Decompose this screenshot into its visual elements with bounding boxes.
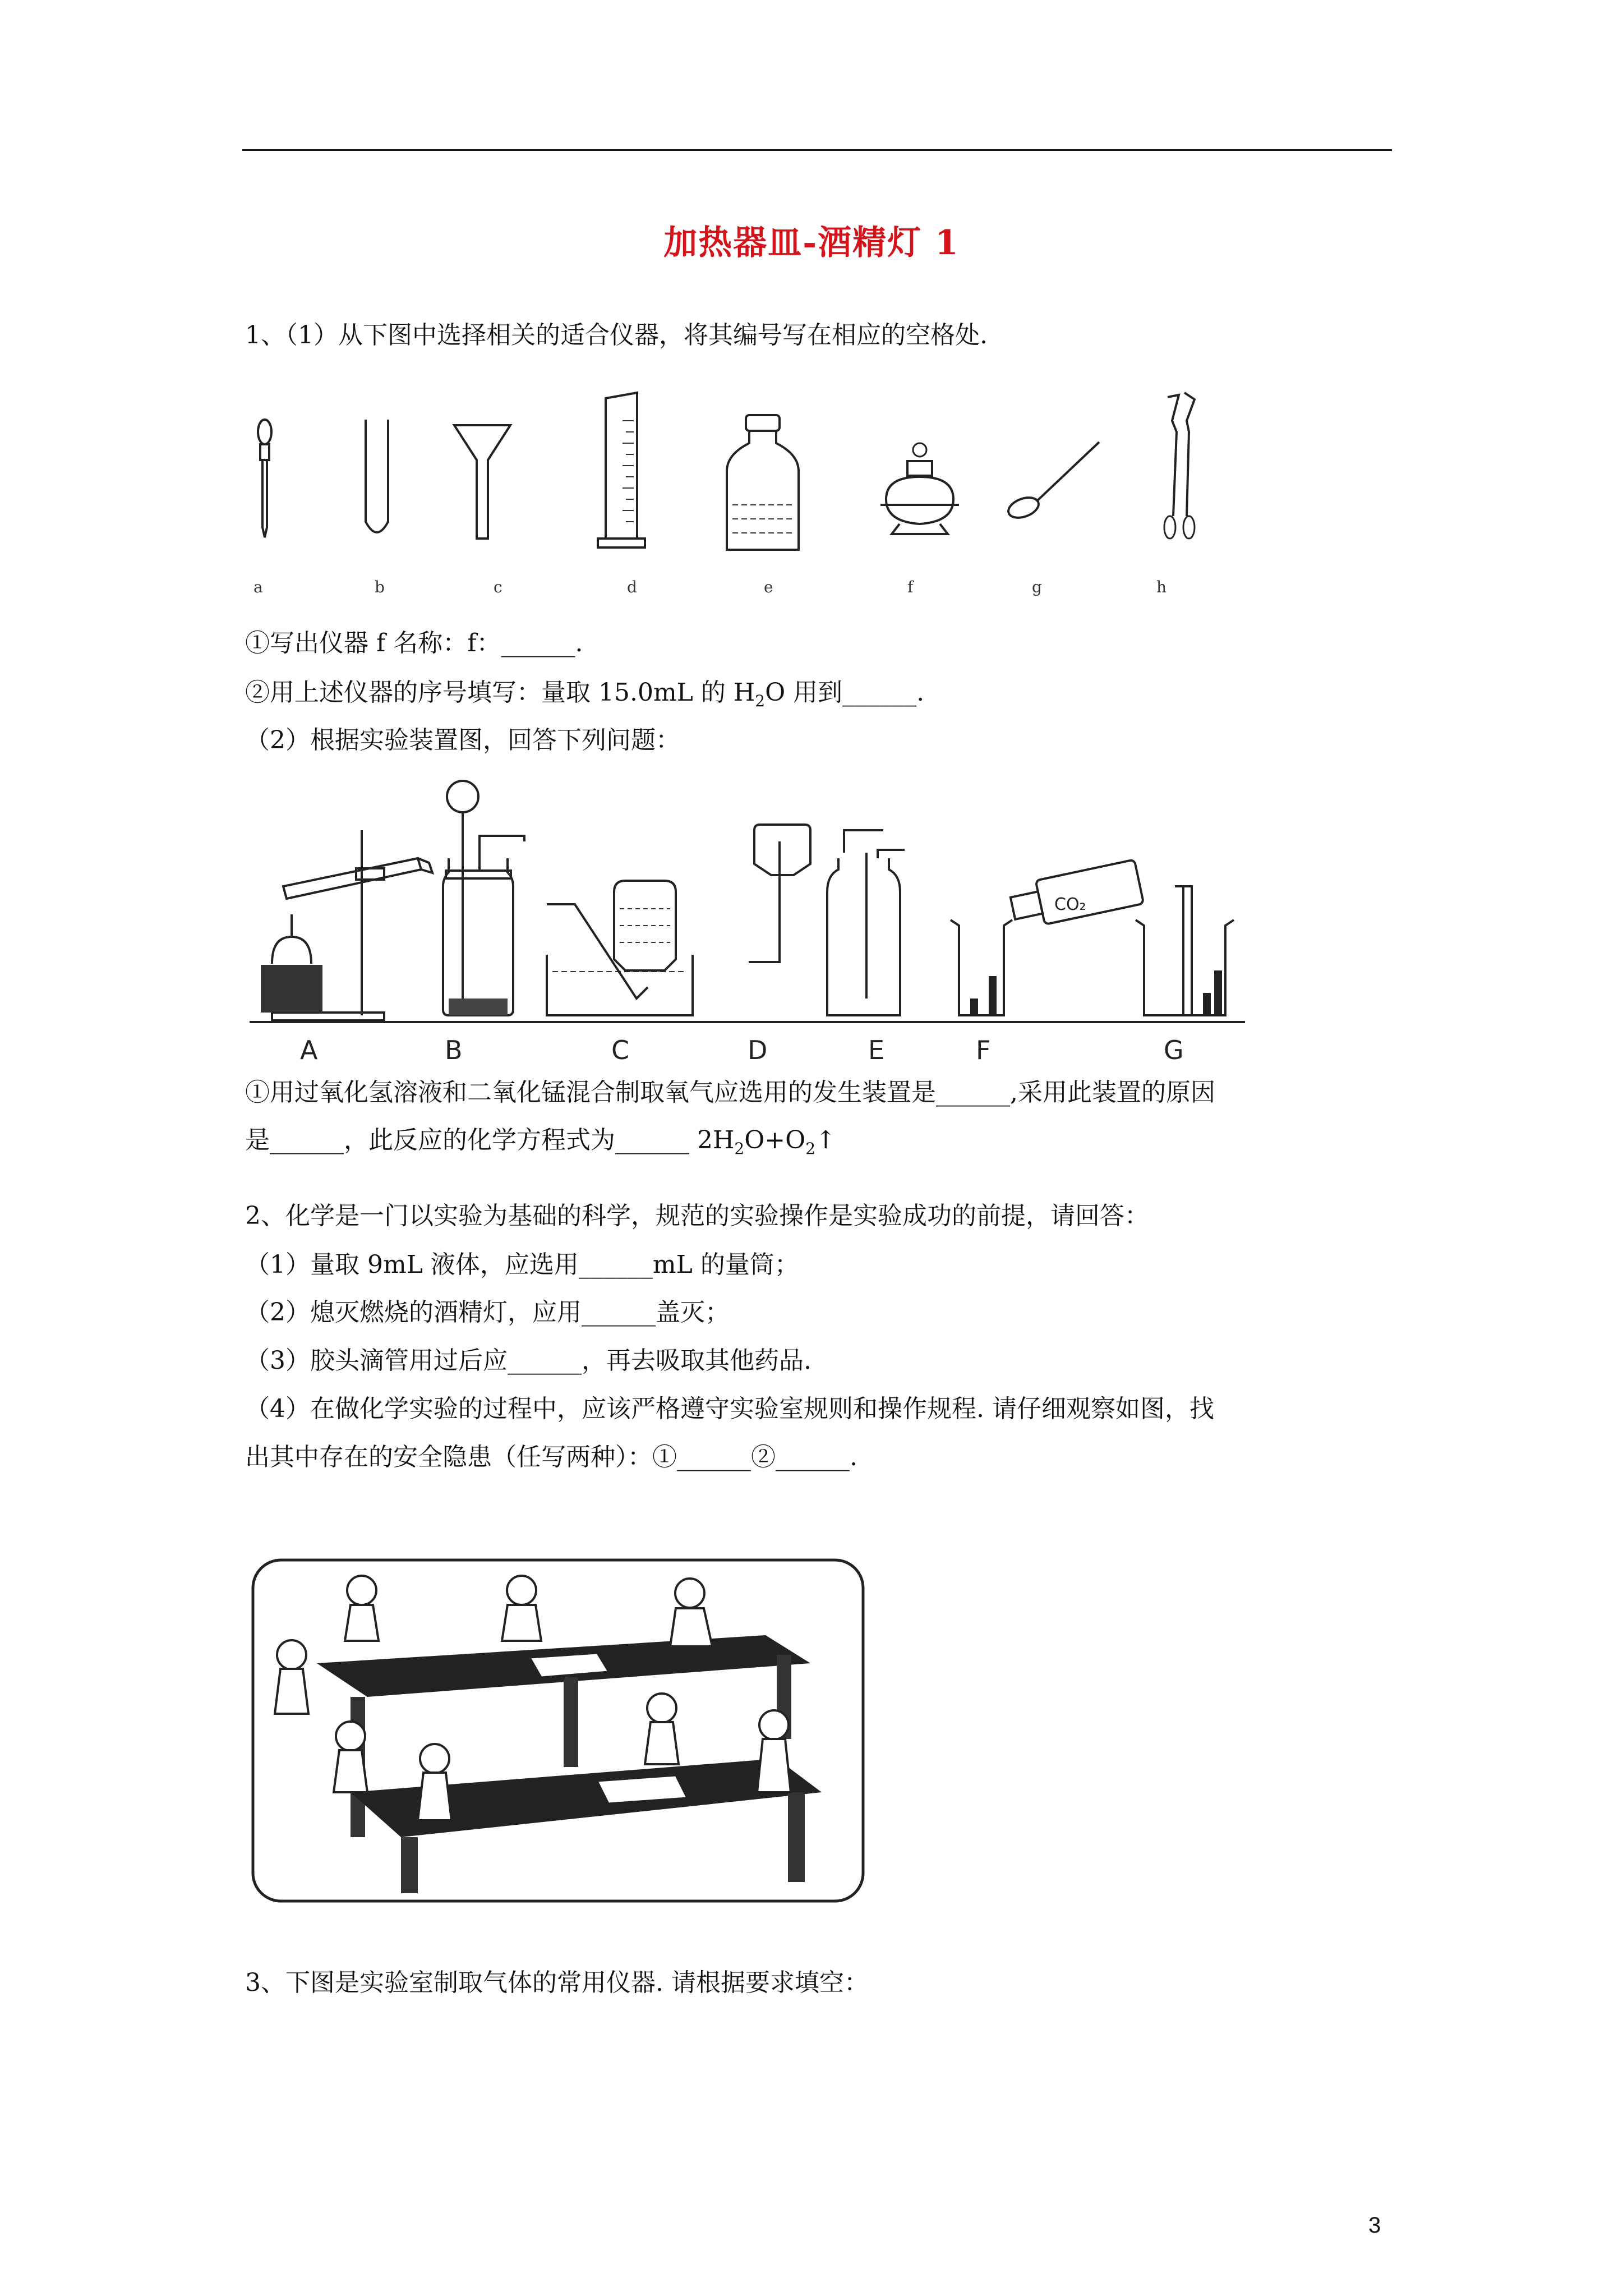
label-c: c: [494, 578, 502, 596]
apparatus-B: [443, 781, 524, 1015]
label-B: B: [445, 1035, 463, 1065]
co2-label: CO₂: [1054, 895, 1086, 914]
apparatus-D: [749, 825, 810, 962]
q1-prompt: 1、（1）从下图中选择相关的适合仪器，将其编号写在相应的空格处.: [245, 321, 988, 349]
q2-item4: （4）在做化学实验的过程中，应该严格遵守实验室规则和操作规程. 请仔细观察如图，找: [245, 1395, 1214, 1423]
label-g: g: [1032, 578, 1042, 596]
apparatus-A: [261, 830, 432, 1020]
label-F: F: [976, 1035, 991, 1065]
instruments-figure: [241, 387, 1239, 606]
q1-sub1: ①写出仪器 f 名称：f：______.: [245, 629, 583, 657]
alcohol-lamp-icon: [880, 443, 959, 534]
label-b: b: [375, 578, 385, 596]
label-A: A: [300, 1035, 318, 1065]
label-G: G: [1164, 1035, 1184, 1065]
q2-prompt: 2、化学是一门以实验为基础的科学，规范的实验操作是实验成功的前提，请回答：: [245, 1202, 1149, 1230]
apparatus-figure: [250, 774, 1248, 1027]
q1-part2: （2）根据实验装置图，回答下列问题：: [245, 726, 680, 754]
dropper-icon: [258, 420, 271, 537]
apparatus-E: [827, 830, 905, 1015]
graduated-cylinder-icon: [598, 393, 645, 547]
label-a: a: [253, 578, 263, 596]
label-C: C: [611, 1035, 630, 1065]
funnel-icon: [454, 425, 510, 539]
medicine-spoon-icon: [1006, 442, 1099, 522]
q2-item2: （2）熄灭燃烧的酒精灯，应用______盖灭；: [245, 1298, 730, 1327]
apparatus-G: [1136, 886, 1234, 1015]
apparatus-F: [951, 859, 1144, 1015]
header-rule: [242, 149, 1392, 151]
label-d: d: [627, 578, 637, 596]
test-tube-icon: [366, 420, 388, 532]
label-D: D: [748, 1035, 768, 1065]
q2-item1: （1）量取 9mL 液体，应选用______mL 的量筒；: [245, 1250, 799, 1279]
label-e: e: [764, 578, 773, 596]
q2-item5: 出其中存在的安全隐患（任写两种）：①______②______.: [245, 1443, 857, 1471]
label-f: f: [907, 578, 914, 596]
q3-prompt: 3、下图是实验室制取气体的常用仪器. 请根据要求填空：: [245, 1968, 869, 1997]
apparatus-C: [547, 881, 693, 1015]
page-number: 3: [1368, 2213, 1381, 2238]
reagent-bottle-icon: [727, 415, 799, 550]
q1-answer-line2: 是______，此反应的化学方程式为______ $2H_2O+O_2↑$: [245, 1126, 836, 1158]
q2-item3: （3）胶头滴管用过后应______，再去吸取其他药品.: [245, 1346, 811, 1375]
page-title: 加热器皿-酒精灯 1: [663, 223, 960, 263]
label-h: h: [1156, 578, 1167, 596]
lab-illustration: [250, 1557, 866, 1904]
q1-sub2: ②用上述仪器的序号填写：量取 15.0mL 的 $H_2O$ 用到______.: [245, 678, 925, 710]
crucible-tongs-icon: [1164, 393, 1195, 539]
q1-answer-line1: ①用过氧化氢溶液和二氧化锰混合制取氧气应选用的发生装置是______,采用此装置的原因: [245, 1078, 1215, 1107]
label-E: E: [868, 1035, 885, 1065]
